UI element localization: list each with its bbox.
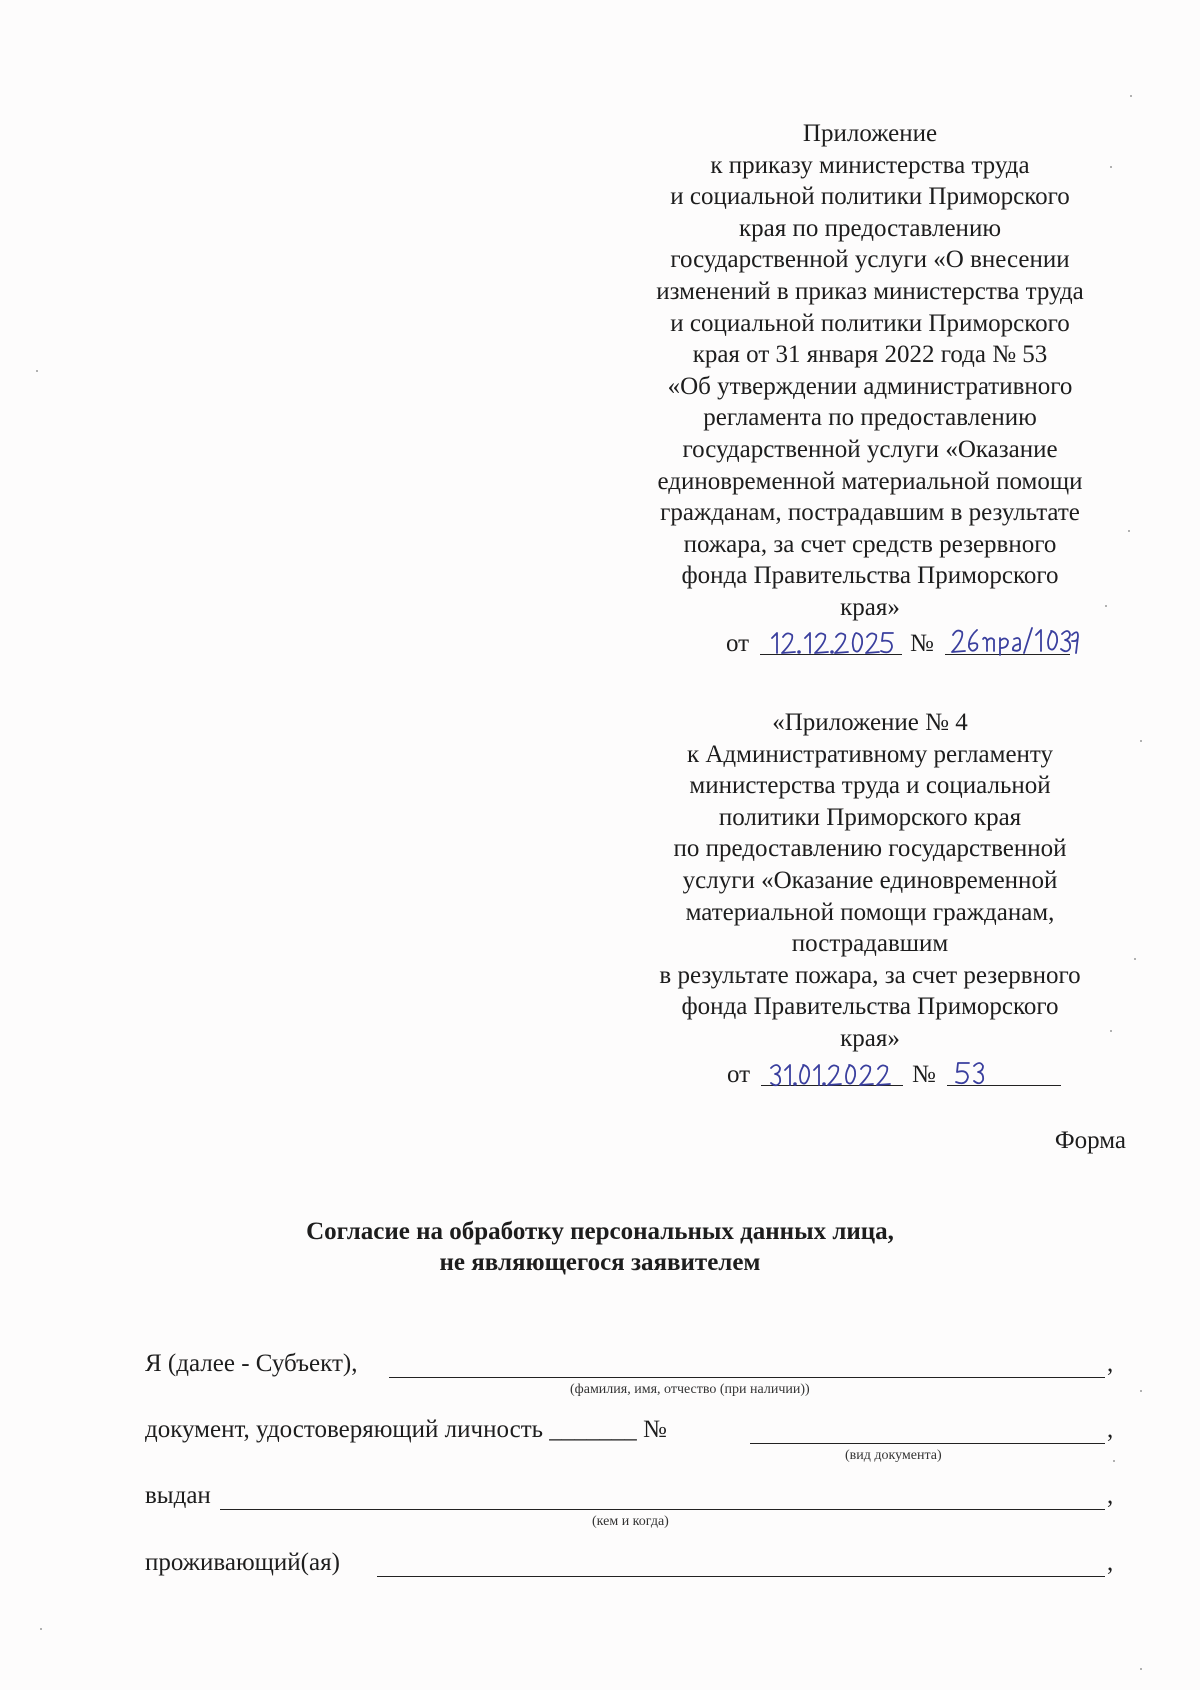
field-label: выдан [145,1482,211,1509]
ref-prefix: от [727,1060,751,1088]
header-line: «Об утверждении административного [667,372,1073,400]
residence-input-line[interactable] [377,1576,1105,1577]
issued-by-input-line[interactable] [220,1509,1105,1510]
appendix-line: министерства труда и социальной [689,772,1051,800]
scan-speck [1110,166,1112,168]
appendix-line: политики Приморского края [718,803,1022,831]
field-label: Я (далее - Субъект), [145,1350,358,1377]
appendix-line: «Приложение № 4 [772,709,968,736]
ref-number-sign: № [912,1060,936,1088]
handwritten-number [950,626,1074,656]
field-label: документ, удостоверяющий личность _______ № [145,1416,667,1443]
scan-speck [1110,1030,1112,1032]
header-line: гражданам, пострадавшим в результате [660,499,1080,527]
handwritten-date [768,1060,900,1088]
scan-speck [1140,1390,1142,1392]
header-line: изменений в приказ министерства труда [656,277,1084,305]
field-label: проживающий(ая) [145,1549,340,1576]
ref-number-sign: № [910,629,934,657]
scan-speck [1130,95,1132,97]
appendix-line: пострадавшим [791,930,949,958]
header-approval-block [600,118,1140,664]
appendix-line: фонда Правительства Приморского [681,993,1059,1021]
header-line: Приложение [802,120,938,147]
handwritten-number [952,1059,992,1087]
appendix-line: в результате пожара, за счет резервного [659,961,1081,989]
header-line: единовременной материальной помощи [657,467,1083,495]
header-line: края по предоставлению [738,214,1001,242]
field-hint: (кем и когда) [592,1514,669,1529]
header-line: государственной услуги «О внесении [670,246,1070,274]
title-line-1: Согласие на обработку персональных данных лица, [306,1218,894,1245]
field-hint: (вид документа) [845,1448,942,1463]
appendix-line: услуги «Оказание единовременной [682,866,1058,894]
scan-speck [1105,605,1107,607]
appendix-line: к Административному регламенту [686,740,1054,768]
field-end-comma: , [1107,1350,1114,1377]
header-line: края от 31 января 2022 года № 53 [692,341,1048,369]
ref-prefix: от [726,629,750,657]
header-line: фонда Правительства Приморского [681,562,1059,590]
scan-speck [1113,1460,1115,1462]
header-line: регламента по предоставлению [703,404,1037,432]
scan-speck [1140,740,1142,742]
field-end-comma: , [1107,1482,1114,1509]
appendix-order-reference [600,1055,1140,1095]
header-line: и социальной политики Приморского [670,183,1070,211]
appendix-line: по предоставлению государственной [673,835,1067,863]
field-end-comma: , [1107,1549,1114,1576]
field-end-comma: , [1107,1416,1114,1443]
header-line: и социальной политики Приморского [670,309,1070,337]
scan-speck [1140,1668,1142,1670]
document-title [0,1216,1200,1278]
header-line: края» [840,593,900,621]
header-order-reference [600,624,1140,664]
appendix-line: края» [840,1024,900,1052]
header-line: к приказу министерства труда [710,151,1030,179]
header-line: пожара, за счет средств резервного [683,530,1057,558]
form-label: Форма [1054,1127,1126,1154]
field-hint: (фамилия, имя, отчество (при наличии)) [570,1382,810,1397]
scan-speck [1128,530,1130,532]
header-line: государственной услуги «Оказание [682,435,1058,463]
subject-name-input-line[interactable] [389,1377,1105,1378]
scan-speck [1134,958,1136,960]
handwritten-date [768,628,898,656]
scan-speck [36,370,38,372]
document-type-input-line[interactable] [750,1443,1105,1444]
title-line-2: не являющегося заявителем [439,1249,761,1276]
appendix-block [600,707,1140,1095]
scan-speck [40,1628,42,1630]
appendix-line: материальной помощи гражданам, [685,898,1055,926]
